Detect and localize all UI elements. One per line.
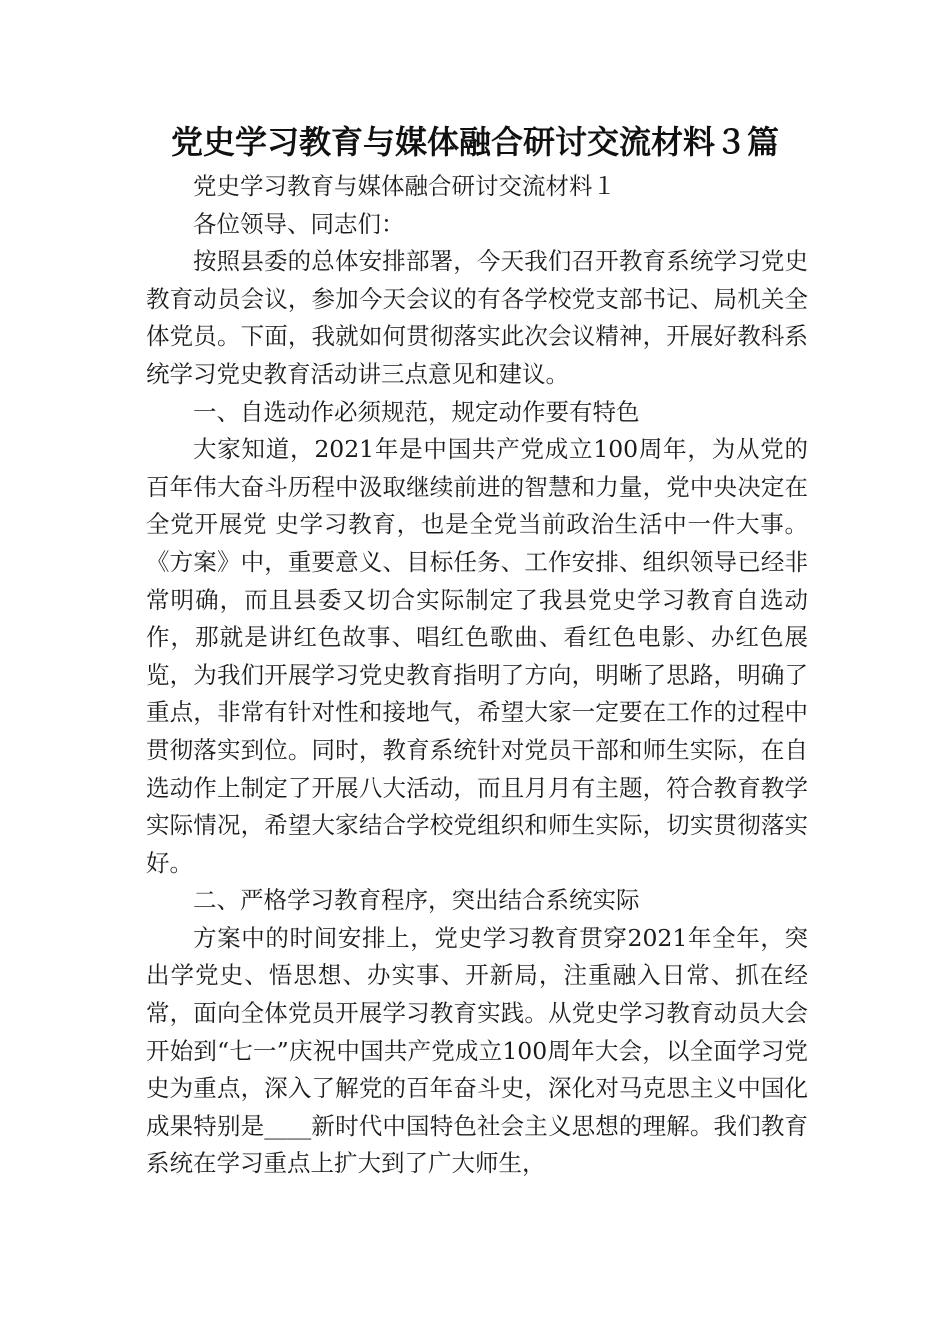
document-body (146, 168, 808, 1183)
body-paragraph: 按照县委的总体安排部署，今天我们召开教育系统学习党史教育动员会议，参加今天会议的有各学校党支部书记、局机关全体党员。下面，我就如何贯彻落实此次会议精神，开展好教科系统学习党史教育活动讲三点意见和建议。 (146, 247, 808, 388)
document-title: 党史学习教育与媒体融合研讨交流材料３篇 (170, 123, 779, 161)
body-paragraph: 大家知道，2021年是中国共产党成立100周年，为从党的百年伟大奋斗历程中汲取继续前进的智慧和力量，党中央决定在全党开展党 史学习教育，也是全党当前政治生活中一件大事。《方案》中，重要意义、目标任务、工作安排、组织领导已经非常明确，而且县委又切合实际制定了我县党史学习教育自选动作，那就是讲红色故事、唱红色歌曲、看红色电影、办红色展览，为我们开展学习党史教育指明了方向，明晰了思路，明确了重点，非常有针对性和接地气，希望大家一定要在工作的过程中贯彻落实到位。同时，教育系统针对党员干部和师生实际，在自选动作上制定了开展八大活动，而且月月有主题，符合教育教学实际情况，希望大家结合学校党组织和师生实际，切实贯彻落实好。 (146, 435, 808, 877)
subtitle-paragraph: 党史学习教育与媒体融合研讨交流材料１ (193, 172, 616, 200)
body-paragraph: 方案中的时间安排上，党史学习教育贯穿2021年全年，突出学党史、悟思想、办实事、开新局，注重融入日常、抓在经常，面向全体党员开展学习教育实践。从党史学习教育动员大会开始到“七一”庆祝中国共产党成立100周年大会，以全面学习党史为重点，深入了解党的百年奋斗史，深化对马克思主义中国化成果特别是____新时代中国特色社会主义思想的理解。我们教育系统在学习重点上扩大到了广大师生， (146, 923, 808, 1178)
section-heading-1: 一、自选动作必须规范，规定动作要有特色 (193, 397, 640, 426)
salutation-paragraph: 各位领导、同志们： (193, 209, 405, 238)
section-heading-2: 二、严格学习教育程序，突出结合系统实际 (193, 886, 640, 915)
